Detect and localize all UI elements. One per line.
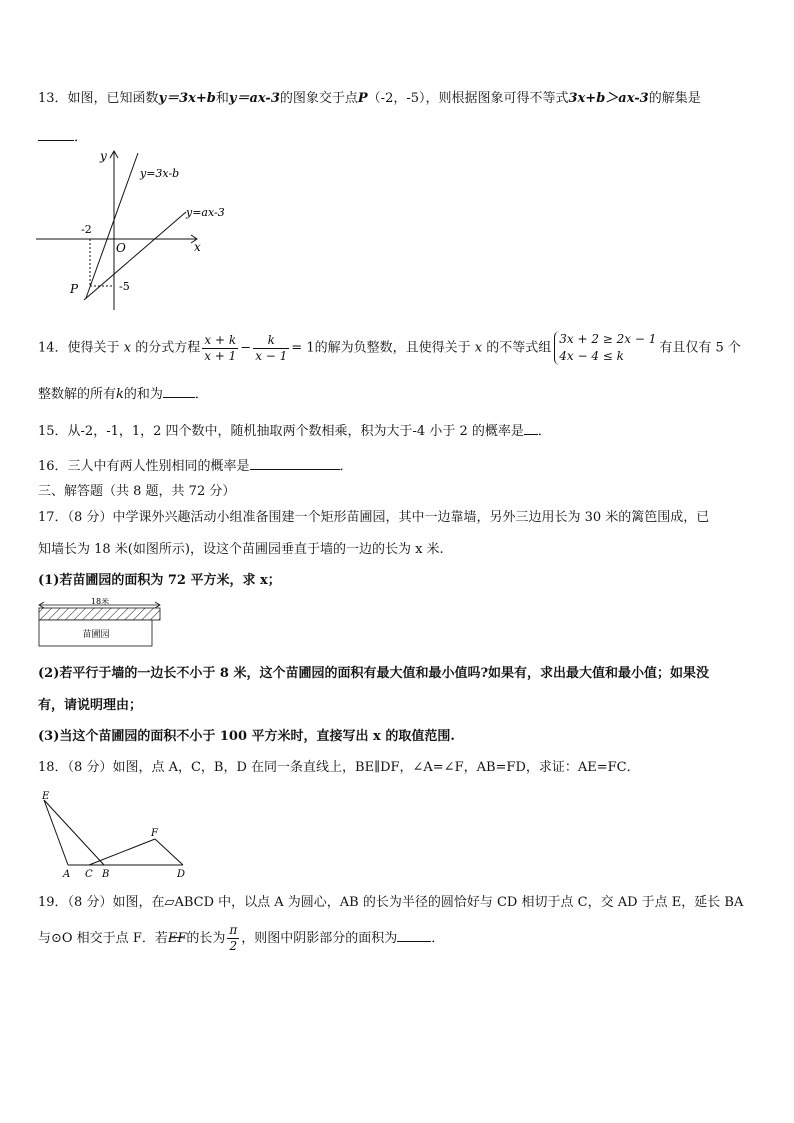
q13-number: 13． xyxy=(38,91,68,106)
graph-neg5-label: -5 xyxy=(119,280,130,293)
graph-origin-label: O xyxy=(116,241,126,255)
arc-symbol xyxy=(168,937,187,941)
q14-var-k: k xyxy=(116,387,124,402)
graph-p-label: P xyxy=(70,282,79,296)
q18-figure xyxy=(36,788,196,883)
q13-point-p: P xyxy=(357,91,368,106)
q14-text xyxy=(38,331,741,366)
q14-minus: − xyxy=(240,340,252,356)
q16-text xyxy=(38,457,353,476)
q14-text-b: 的分式方程 xyxy=(135,340,201,356)
q17-line2: 知墙长为 18 米(如图所示)，设这个苗圃园垂直于墙的一边的长为 x 米. xyxy=(38,542,444,557)
q14-frac1-den: x + 1 xyxy=(204,348,237,363)
graph-x-label: x xyxy=(194,240,201,254)
q17-line1: 17．（8 分）中学课外兴趣活动小组准备围建一个矩形苗圃园，其中一边靠墙，另外三边用长为 30 米的篱笆围成，已 xyxy=(38,510,710,525)
label-f: F xyxy=(151,828,158,839)
segment-fd xyxy=(155,839,183,865)
q13-answer-line xyxy=(38,128,87,147)
wall-hatched xyxy=(39,608,160,620)
label-b: B xyxy=(102,869,110,880)
q19-line2 xyxy=(38,922,444,956)
graph-neg2-label: -2 xyxy=(81,223,92,236)
q19-frac-den: 2 xyxy=(229,939,238,953)
q13-graph xyxy=(36,148,236,313)
q14-frac2-num: k xyxy=(253,333,289,349)
q14-line2-a: 整数解的所有 xyxy=(38,387,117,402)
q14-fraction-1 xyxy=(202,333,238,364)
q14-text-c: 的解为负整数，且使得关于 xyxy=(314,340,471,356)
q13-tail: ． xyxy=(74,130,88,145)
q14-tail: ． xyxy=(194,387,208,402)
line-ax-3 xyxy=(84,212,186,300)
q19-answer-blank[interactable] xyxy=(397,929,431,942)
q19-line2-c: ，则图中阴影部分的面积为 xyxy=(241,931,398,946)
q13-function-2: y＝ax-3 xyxy=(228,91,280,106)
q14-text-d: 的不等式组 xyxy=(486,340,552,356)
q13-text-b: 和 xyxy=(215,91,229,106)
q19-arc-ef xyxy=(168,931,187,946)
q15-text xyxy=(38,422,551,441)
label-a: A xyxy=(63,869,71,880)
q17-part1: (1)若苗圃园的面积为 72 平方米，求 x； xyxy=(38,573,281,588)
q18-text: 18．（8 分）如图，点 A，C，B，D 在同一条直线上，BE∥DF，∠A=∠F，AB=FD，求证：AE=FC． xyxy=(38,760,640,775)
q13-text-c: 的图象交于点 xyxy=(279,91,358,106)
label-e: E xyxy=(42,791,50,802)
q15-answer-blank[interactable] xyxy=(524,422,538,435)
q14-answer-blank[interactable] xyxy=(163,385,195,398)
q16-answer-blank[interactable] xyxy=(250,457,340,470)
q14-sys-row-2: 4x − 4 ≤ k xyxy=(559,349,624,363)
segment-ea xyxy=(44,800,68,865)
q14-equals: = 1 xyxy=(291,340,315,356)
label-c: C xyxy=(85,869,93,880)
section3-heading: 三、解答题（共 8 题，共 72 分） xyxy=(38,484,236,499)
segment-cf xyxy=(89,839,155,865)
q17-part2b: 有，请说明理由； xyxy=(38,698,143,713)
wall-length-label: 18米 xyxy=(90,598,110,606)
q13-text-a: 如图，已知函数 xyxy=(67,91,159,106)
q14-text-e: 有且仅有 5 个 xyxy=(659,340,741,356)
q19-line2-a: 与⊙O 相交于点 F．若 xyxy=(38,931,168,946)
q19-frac-num: π xyxy=(229,923,238,937)
q19-fraction xyxy=(227,923,239,954)
q14-inequality-system xyxy=(554,331,656,365)
graph-y-label: y xyxy=(100,149,107,163)
q14-var-x: x xyxy=(123,340,132,356)
q17-figure xyxy=(36,598,166,648)
q19-arc-label: EF xyxy=(167,931,187,946)
graph-line2-label: y=ax-3 xyxy=(186,206,225,219)
q19-line2-b: 的长为 xyxy=(186,931,226,946)
q14-line2 xyxy=(38,385,208,404)
q16-body: 16．三人中有两人性别相同的概率是 xyxy=(38,459,250,474)
q17-part2a: (2)若平行于墙的一边长不小于 8 米，这个苗圃园的面积有最大值和最小值吗?如果有，求出最大值和最小值；如果没 xyxy=(38,666,710,681)
q14-sys-row-1: 3x + 2 ≥ 2x − 1 xyxy=(559,332,657,346)
q14-line2-b: 的和为 xyxy=(123,387,163,402)
q14-frac2-den: x − 1 xyxy=(255,348,288,363)
q16-tail: ． xyxy=(339,459,353,474)
q14-number: 14． xyxy=(38,340,68,356)
q13-function-1: y＝3x+b xyxy=(158,91,216,106)
q13-answer-blank[interactable] xyxy=(38,128,74,141)
q13-text xyxy=(38,90,701,108)
q13-inequality: 3x+b＞ax-3 xyxy=(568,91,649,106)
q15-tail: ． xyxy=(537,424,551,439)
q14-fraction-2 xyxy=(253,333,289,364)
q13-text-e: 的解集是 xyxy=(648,91,701,106)
q19-line1: 19．（8 分）如图，在▱ABCD 中，以点 A 为圆心，AB 的长为半径的圆恰好与 CD 相切于点 C，交 AD 于点 E，延长 BA xyxy=(38,895,744,910)
q14-var-x-2: x xyxy=(474,340,483,356)
q17-part3: (3)当这个苗圃园的面积不小于 100 平方米时，直接写出 x 的取值范围. xyxy=(38,729,455,744)
q13-text-d: ，则根据图象可得不等式 xyxy=(425,91,569,106)
label-d: D xyxy=(177,869,186,880)
q13-coords: （-2，-5） xyxy=(367,91,426,106)
segment-eb xyxy=(44,800,104,865)
q15-body: 15．从-2，-1，1，2 四个数中，随机抽取两个数相乘，积为大于-4 小于 2 的概率是 xyxy=(38,424,524,439)
graph-line1-label: y=3x-b xyxy=(140,167,180,180)
q19-tail: ． xyxy=(431,931,445,946)
q14-frac1-num: x + k xyxy=(202,333,238,349)
q14-text-a: 使得关于 xyxy=(67,340,120,356)
garden-label: 苗圃园 xyxy=(82,630,110,640)
